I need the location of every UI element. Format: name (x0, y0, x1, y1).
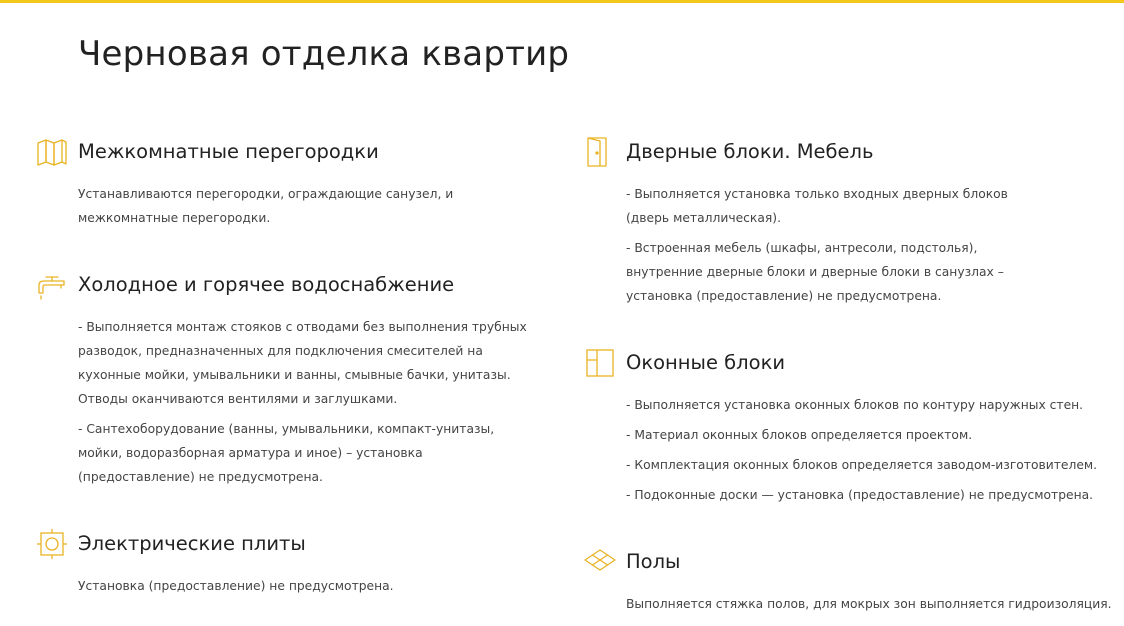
section-text: - Встроенная мебель (шкафы, антресоли, подстолья), внутренние дверные блоки и дверные блоки в санузлах – установка (предоставление) не предусмотрена. (626, 241, 1004, 303)
section-text: - Материал оконных блоков определяется проектом. (626, 428, 973, 442)
partitions-icon (36, 136, 68, 168)
page-title: Черновая отделка квартир (78, 34, 570, 74)
section-text: - Выполняется монтаж стояков с отводами без выполнения трубных разводок, предназначенных для подключения смесителей на кухонные мойки, умывальники и ванны, смывные бачки, унитазы. Отводы оканчиваются вентилями и заглушками. (78, 320, 527, 406)
section-title: Холодное и горячее водоснабжение (78, 273, 455, 296)
window-icon (584, 347, 616, 379)
section-text: Устанавливаются перегородки, ограждающие санузел, и межкомнатные перегородки. (78, 187, 454, 225)
section-water-supply (78, 273, 528, 495)
door-icon (584, 136, 616, 168)
section-title: Полы (626, 550, 681, 573)
faucet-icon (36, 269, 68, 301)
top-accent-bar (0, 0, 1124, 3)
section-text: - Подоконные доски — установка (предоставление) не предусмотрена. (626, 488, 1094, 502)
section-text: Установка (предоставление) не предусмотрена. (78, 579, 394, 593)
section-doors-furniture (626, 140, 1106, 314)
section-floors (626, 550, 1112, 622)
section-text: - Сантехоборудование (ванны, умывальники, компакт-унитазы, мойки, водоразборная арматура и иное) – установка (предоставление) не предусмотрена. (78, 422, 495, 484)
section-body (626, 393, 1106, 507)
section-text: - Выполняется установка оконных блоков по контуру наружных стен. (626, 398, 1084, 412)
section-text: - Комплектация оконных блоков определяется заводом-изготовителем. (626, 458, 1098, 472)
floor-tile-icon (584, 546, 616, 578)
section-title: Дверные блоки. Мебель (626, 140, 874, 163)
section-partitions (78, 140, 528, 236)
socket-icon (36, 528, 68, 560)
section-title: Электрические плиты (78, 532, 306, 555)
section-windows (626, 351, 1106, 513)
section-electric-stoves (78, 532, 528, 604)
section-title: Оконные блоки (626, 351, 786, 374)
section-text: - Выполняется установка только входных дверных блоков (дверь металлическая). (626, 187, 1008, 225)
section-title: Межкомнатные перегородки (78, 140, 379, 163)
section-text: Выполняется стяжка полов, для мокрых зон выполняется гидроизоляция. (626, 597, 1112, 611)
section-body (78, 182, 528, 230)
section-body (78, 315, 528, 489)
section-body (78, 574, 528, 598)
section-body (626, 592, 1112, 616)
section-body (626, 182, 1106, 308)
